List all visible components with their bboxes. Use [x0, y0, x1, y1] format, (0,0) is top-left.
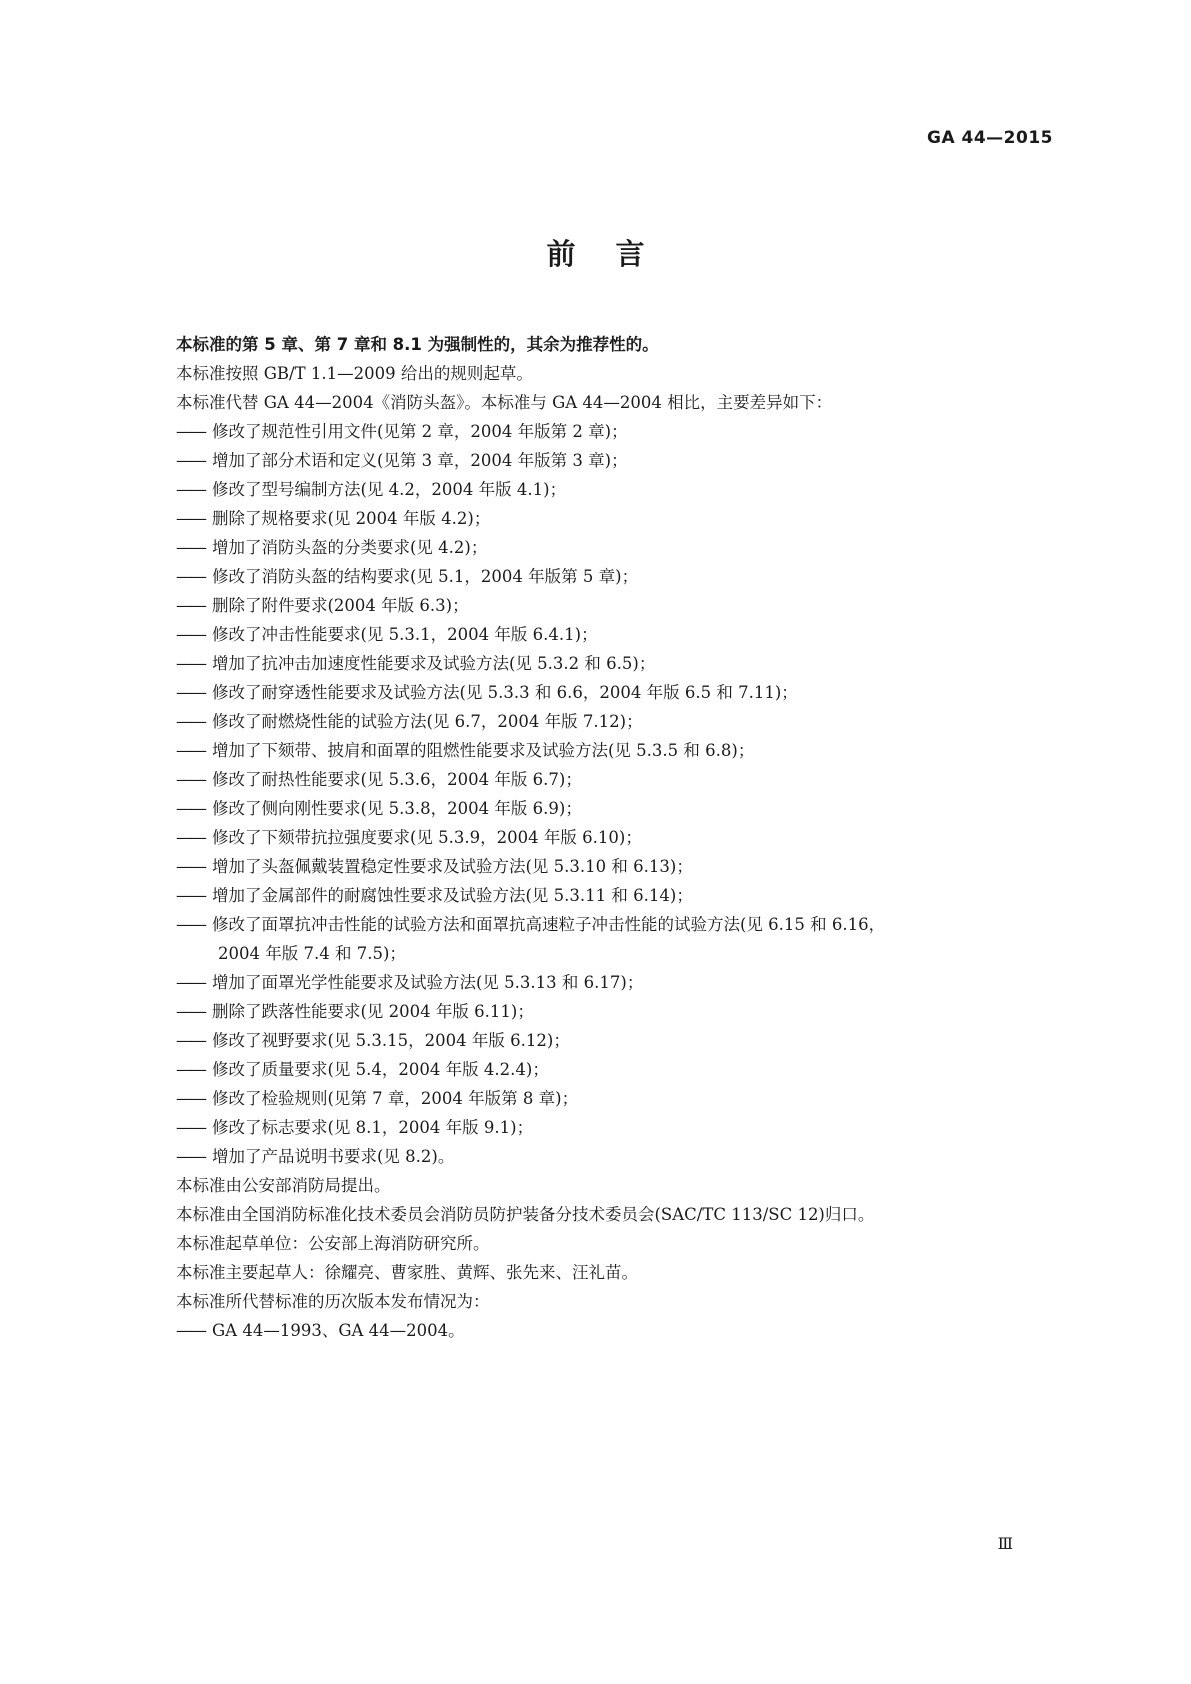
dash-mark: —— — [176, 422, 205, 441]
change-item: —— 修改了下颏带抗拉强度要求(见 5.3.9，2004 年版 6.10)； — [176, 828, 642, 847]
page-title: 前言 — [546, 237, 685, 271]
change-item: —— 修改了耐热性能要求(见 5.3.6，2004 年版 6.7)； — [176, 770, 582, 789]
change-item: —— 增加了抗冲击加速度性能要求及试验方法(见 5.3.2 和 6.5)； — [176, 654, 656, 673]
drafting-unit-statement: 本标准起草单位：公安部上海消防研究所。 — [176, 1234, 490, 1253]
replacement-statement: 本标准代替 GA 44—2004《消防头盔》。本标准与 GA 44—2004 相比，主要差异如下： — [176, 393, 833, 412]
change-item: —— 增加了头盔佩戴装置稳定性要求及试验方法(见 5.3.10 和 6.13)； — [176, 857, 693, 876]
history-statement: 本标准所代替标准的历次版本发布情况为： — [176, 1292, 490, 1311]
change-item: —— 删除了规格要求(见 2004 年版 4.2)； — [176, 509, 491, 528]
change-item: —— 修改了侧向刚性要求(见 5.3.8，2004 年版 6.9)； — [176, 799, 582, 818]
committee-statement: 本标准由全国消防标准化技术委员会消防员防护装备分技术委员会(SAC/TC 113/SC 12)归口。 — [176, 1205, 875, 1224]
change-item: —— 删除了跌落性能要求(见 2004 年版 6.11)； — [176, 1002, 534, 1021]
change-item: —— 修改了面罩抗冲击性能的试验方法和面罩抗高速粒子冲击性能的试验方法(见 6.15 和 6.16， — [176, 915, 886, 934]
change-item: —— 增加了产品说明书要求(见 8.2)。 — [176, 1147, 455, 1166]
change-item: —— 增加了下颏带、披肩和面罩的阻燃性能要求及试验方法(见 5.3.5 和 6.8)； — [176, 741, 755, 760]
page-number: Ⅲ — [997, 1534, 1013, 1553]
drafters-statement: 本标准主要起草人：徐耀亮、曹家胜、黄辉、张先来、汪礼苗。 — [176, 1263, 638, 1282]
drafting-rule-statement: 本标准按照 GB/T 1.1—2009 给出的规则起草。 — [176, 364, 533, 383]
change-item: —— 删除了附件要求(2004 年版 6.3)； — [176, 596, 469, 615]
document-body — [176, 330, 1066, 1345]
change-item: —— 修改了耐燃烧性能的试验方法(见 6.7，2004 年版 7.12)； — [176, 712, 643, 731]
change-item: —— 修改了冲击性能要求(见 5.3.1，2004 年版 6.4.1)； — [176, 625, 598, 644]
change-item: —— 修改了规范性引用文件(见第 2 章，2004 年版第 2 章)； — [176, 417, 1066, 446]
change-item: —— 修改了消防头盔的结构要求(见 5.1，2004 年版第 5 章)； — [176, 567, 639, 586]
history-item: —— GA 44—1993、GA 44—2004。 — [176, 1321, 465, 1340]
mandatory-statement: 本标准的第 5 章、第 7 章和 8.1 为强制性的，其余为推荐性的。 — [176, 335, 659, 354]
change-item: —— 修改了标志要求(见 8.1，2004 年版 9.1)； — [176, 1118, 534, 1137]
proposer-statement: 本标准由公安部消防局提出。 — [176, 1176, 391, 1195]
standard-code: GA 44—2015 — [926, 128, 1053, 148]
change-item: —— 增加了面罩光学性能要求及试验方法(见 5.3.13 和 6.17)； — [176, 973, 644, 992]
change-item: —— 修改了耐穿透性能要求及试验方法(见 5.3.3 和 6.6，2004 年版 6.5 和 7.11)； — [176, 683, 798, 702]
change-item: —— 增加了消防头盔的分类要求(见 4.2)； — [176, 538, 488, 557]
change-item: —— 修改了型号编制方法(见 4.2，2004 年版 4.1)； — [176, 480, 567, 499]
change-item: —— 增加了金属部件的耐腐蚀性要求及试验方法(见 5.3.11 和 6.14)； — [176, 886, 693, 905]
change-item-continuation: 2004 年版 7.4 和 7.5)； — [218, 944, 406, 963]
change-item: —— 增加了部分术语和定义(见第 3 章，2004 年版第 3 章)； — [176, 451, 628, 470]
change-item: —— 修改了检验规则(见第 7 章，2004 年版第 8 章)； — [176, 1089, 579, 1108]
change-item: —— 修改了视野要求(见 5.3.15，2004 年版 6.12)； — [176, 1031, 570, 1050]
change-item: —— 修改了质量要求(见 5.4，2004 年版 4.2.4)； — [176, 1060, 549, 1079]
